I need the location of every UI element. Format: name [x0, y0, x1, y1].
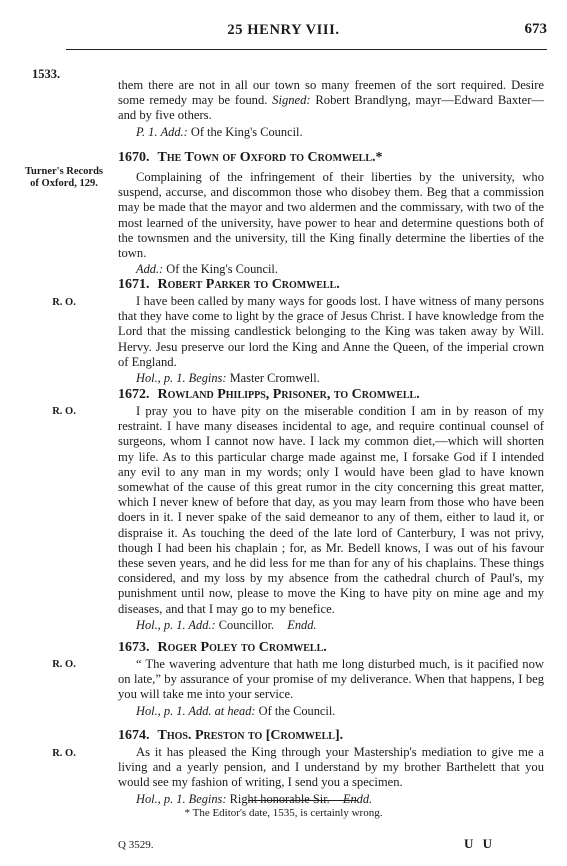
- entry-body-1673: [118, 657, 544, 718]
- entry-title: Rowland Philipps, Prisoner, to Cromwell.: [157, 387, 420, 402]
- add-text: Of the King's Council.: [190, 124, 303, 139]
- note-label: Hol., p. 1. Begins:: [136, 371, 227, 386]
- margin-year: 1533.: [32, 67, 61, 81]
- entry-number: 1670.: [118, 150, 150, 165]
- note-text: Of the King's Council.: [166, 262, 278, 277]
- entry-body-1672: [118, 404, 544, 632]
- note-label: Hol., p. 1. Begins:: [136, 791, 227, 806]
- entry-number: 1674.: [118, 728, 150, 743]
- margin-reference-1672: R. O.: [52, 406, 76, 417]
- margin-reference-1674: R. O.: [52, 748, 76, 759]
- entry-body-1671: [118, 294, 544, 385]
- page-number: 673: [524, 21, 547, 37]
- printer-signature: Q 3529.: [118, 839, 154, 851]
- entry-text: “ The wavering adventure that hath me long disturbed much, is it pacified now on late,” by assurance of your promise of my deliverance. When that happens, I beg you will take me into your service.: [118, 657, 544, 702]
- entry-number: 1671.: [118, 277, 150, 292]
- note-text: Councillor.: [218, 617, 275, 632]
- continuation-text: them there are not in all our town so many freemen of the sort required. Desire some remedy may be found.: [118, 78, 544, 108]
- entry-note: [118, 262, 544, 276]
- entry-heading-1672: [118, 386, 558, 403]
- entry-body-1674: [118, 745, 544, 806]
- endorsed-label: Endd.: [287, 617, 317, 632]
- entry-note: [118, 792, 544, 806]
- entry-heading-1671: [118, 276, 558, 293]
- footnote-rule: [248, 800, 358, 801]
- continuation-note: [118, 125, 544, 139]
- entry-title: Robert Parker to Cromwell.: [157, 277, 340, 292]
- entry-note: [118, 618, 544, 632]
- entry-heading-1673: [118, 639, 558, 656]
- pages-label: P. 1.: [136, 124, 158, 139]
- add-label: Add.:: [160, 124, 188, 139]
- note-text: Right honorable Sir.: [229, 791, 330, 806]
- note-text: Master Cromwell.: [229, 371, 320, 386]
- running-title: 25 HENRY VIII.: [227, 22, 340, 38]
- note-label: Hol., p. 1. Add.:: [136, 617, 216, 632]
- margin-reference-1673: R. O.: [52, 659, 76, 670]
- margin-reference-1671: R. O.: [52, 297, 76, 308]
- entry-body-1670: [118, 170, 544, 276]
- endorsed-label: Endd.: [342, 791, 373, 806]
- entry-number: 1672.: [118, 387, 150, 402]
- header-rule: [66, 49, 547, 50]
- entry-text: As it has pleased the King through your Mastership's mediation to give me a living and a yearly pension, and I understand by my brother Barthelett that you would see my fashion of writing, I send you a specimen.: [118, 745, 544, 790]
- entry-text: I have been called by many ways for goods lost. I have witness of many persons that they have come to light by the grace of Jesus Christ. I have knowledge from the Lord that the missing candlestick belonging to the King was taken away by Will. Hervy. Jesu preserve our lord the King and Anne the Queen, of the imperial crown of England.: [118, 294, 544, 369]
- signed-label: Signed:: [272, 93, 311, 108]
- entry-heading-1674: [118, 727, 558, 744]
- note-text: Of the Council.: [258, 703, 336, 718]
- entry-title: Thos. Preston to [Cromwell].: [157, 728, 344, 743]
- footnote: * The Editor's date, 1535, is certainly wrong.: [184, 807, 383, 819]
- entry-title: The Town of Oxford to Cromwell.*: [157, 150, 383, 165]
- note-label: Add.:: [136, 262, 164, 277]
- entry-note: [118, 371, 544, 385]
- entry-note: [118, 704, 544, 718]
- gathering-signature: U U: [463, 836, 495, 851]
- continuation-block: [118, 78, 544, 139]
- entry-number: 1673.: [118, 640, 150, 655]
- margin-reference-1670: Turner's Records of Oxford, 129.: [24, 166, 104, 189]
- note-label: Hol., p. 1. Add. at head:: [136, 703, 256, 718]
- entry-text: I pray you to have pity on the miserable condition I am in by reason of my restraint. I have many diseases incidental to age, and require continual counsel of surgeons, whom I cannot now have. I lack my common diet,—which will shorten my life. As to this particular charge made against me, I forsake God if I intended any evil to any man in my words; only I would have been glad to have known somewhat of the cause of this great rumor in the city concerning this great matter, which I never knew of before that day, as you may learn from those who have been doers in it. I never spake of the said demeanor to any of them, either to laud it, or dispraise it. As touching the deed of the late lord of Canterbury, I was not privy, though I had been his chaplain ; for, as Mr. Bedell knows, I was out of his favour these seven years, and he did less for me than for any of his chaplains. These things considered, and my loss by my absence from the cathedral church of Paul's, my punishment until now, please to move the King to have pity on mine age and my diseases, and that I may go to my benefice.: [118, 404, 544, 616]
- entry-heading-1670: [118, 149, 558, 166]
- entry-title: Roger Poley to Cromwell.: [157, 640, 327, 655]
- entry-text: Complaining of the infringement of their liberties by the university, who suspend, accurse, and discommon those who disobey them. Beg that a commission may be made that the mayor and two aldermen and the commissary, with two of the most learned of the university, have power to hear and determine questions both of the townsmen and the university, till the King finally determine the liberties of the town.: [118, 170, 544, 261]
- signed-names: Robert Brandlyng, mayr—Edward Baxter—and by five others.: [118, 93, 544, 123]
